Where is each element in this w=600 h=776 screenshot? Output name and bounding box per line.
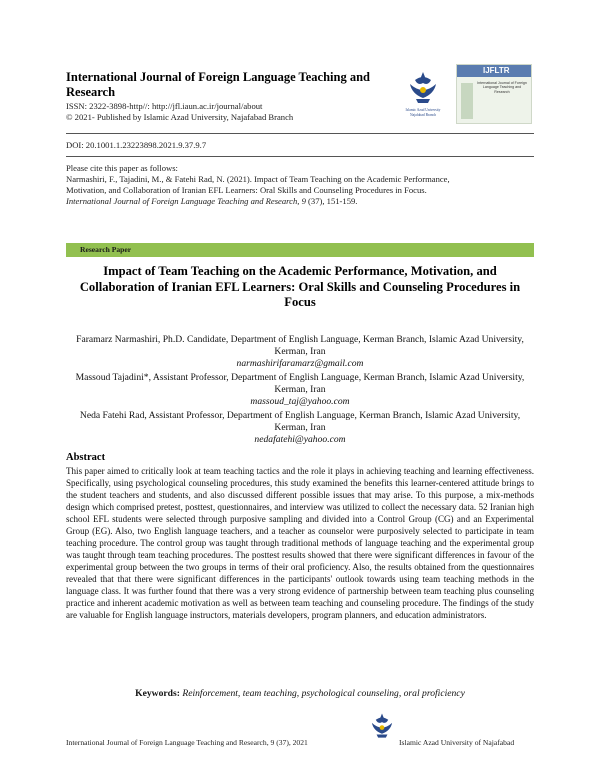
cover-title: International Journal of Foreign Language Teaching and Research <box>477 81 527 94</box>
keywords-list: Reinforcement, team teaching, psychological counseling, oral proficiency <box>182 688 465 699</box>
author-2 <box>72 372 528 408</box>
issn-line: ISSN: 2322-3898-http//: http://jfl.iaun.ac.ir/journal/about <box>66 101 263 111</box>
doi-divider <box>66 156 534 157</box>
citation-text <box>66 174 466 207</box>
keywords-label: Keywords: <box>135 688 180 699</box>
footer-university: Islamic Azad University of Najafabad <box>399 738 515 747</box>
paper-title: Impact of Team Teaching on the Academic Performance, Motivation, and Collaboration of Iranian EFL Learners: Oral Skills and Counseling Procedures in Focus <box>79 264 521 309</box>
journal-title: International Journal of Foreign Language Teaching and Research <box>66 70 370 99</box>
journal-cover-thumbnail <box>456 64 532 124</box>
header-divider <box>66 133 534 134</box>
abstract-body: This paper aimed to critically look at team teaching tactics and the role it plays in achieving teaching and learning effectiveness. Specifically, using psychological counseling procedures, this study examined the benefits this learner-centered attitude brings to the student teachers and students, and also discussed different possible issues that may arise. To this purpose, a mix-methods design which comprised pretest, posttest, questionnaires, and interview was utilized to collect the necessary data. 52 Iranian high school EFL students were selected through purposive sampling and divided into a Control Group (CG) and an Experimental Group (EG). Also, two English language teachers, and a teacher as counselor were purposively selected to participate in team teaching procedure. The control group was taught through traditional methods of language teaching and the experimental group was taught through team teaching procedures. The posttest results showed that there were significant differences in favour of the experimental group between the two groups in terms of their oral proficiency. Also, the results obtained from the questionnaires revealed that that there were significant differences in the participants' outlook towards using team teaching methods in the language class. It was further found that there was a very strong evidence of partnership between team teaching plus counseling practice and inherent academic motivation as well as between team teaching and counseling procedure. The findings of the study are valuable for English language instructors, materials developers, program planners, and education administrators. <box>66 466 534 620</box>
citation-tail: (37), 151-159. <box>305 196 358 206</box>
author-3 <box>72 410 528 446</box>
cover-brand: IJFLTR <box>483 66 510 75</box>
abstract-heading: Abstract <box>66 452 106 463</box>
university-logo-icon <box>406 70 440 106</box>
author-email[interactable]: nedafatehi@yahoo.com <box>254 434 346 445</box>
research-paper-band: Research Paper <box>66 243 534 257</box>
cover-image <box>461 83 473 119</box>
author-email[interactable]: massoud_taj@yahoo.com <box>250 396 350 407</box>
citation-main: Narmashiri, F., Tajadini, M., & Fatehi Rad, N. (2021). Impact of Team Teaching on the Academic Performance, Motivation, and Collaboration of Iranian EFL Learners: Oral Skills and Counseling Procedures in Focus. <box>66 174 450 195</box>
doi: DOI: 20.1001.1.23223898.2021.9.37.9.7 <box>66 140 207 150</box>
author-affiliation: Faramarz Narmashiri, Ph.D. Candidate, Department of English Language, Kerman Branch, Islamic Azad University, Kerman, Iran <box>76 334 524 357</box>
author-email[interactable]: narmashirifaramarz@gmail.com <box>236 358 364 369</box>
footer-logo <box>367 712 397 740</box>
copyright-line: © 2021- Published by Islamic Azad University, Najafabad Branch <box>66 112 294 122</box>
author-affiliation: Massoud Tajadini*, Assistant Professor, Department of English Language, Kerman Branch, Islamic Azad University, Kerman, Iran <box>75 372 525 395</box>
citation-journal: International Journal of Foreign Language Teaching and Research, 9 <box>66 196 306 206</box>
keywords-line <box>66 688 534 699</box>
citation-intro: Please cite this paper as follows: <box>66 163 178 173</box>
footer-journal: International Journal of Foreign Language Teaching and Research, 9 (37), 2021 <box>66 738 308 747</box>
author-1 <box>72 334 528 370</box>
logo-caption: Islamic Azad University Najafabad Branch <box>405 108 441 117</box>
university-logo-icon <box>367 712 397 740</box>
citation-block <box>66 163 466 207</box>
author-affiliation: Neda Fatehi Rad, Assistant Professor, Department of English Language, Kerman Branch, Islamic Azad University, Kerman, Iran <box>79 410 521 433</box>
